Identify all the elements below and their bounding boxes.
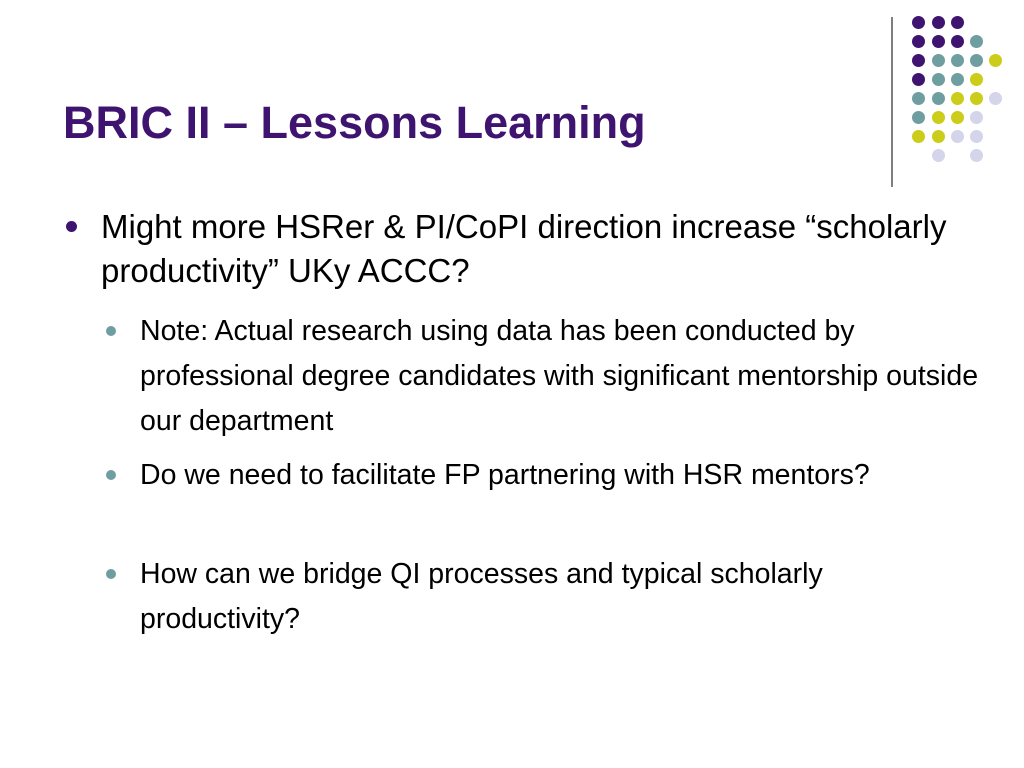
slide-title: BRIC II – Lessons Learning — [63, 97, 646, 148]
subbullet-marker — [106, 326, 116, 336]
subbullet-marker — [106, 569, 116, 579]
subbullet-item: Note: Actual research using data has been conducted by professional degree candidates with significant mentorship outside our department — [140, 315, 979, 437]
bullet-item: Might more HSRer & PI/CoPI direction increase “scholarly productivity” UKy ACCC? — [101, 208, 947, 289]
bullet-marker — [66, 221, 77, 232]
subbullet-item: How can we bridge QI processes and typical scholarly productivity? — [140, 558, 823, 635]
subbullet-item: Do we need to facilitate FP partnering with HSR mentors? — [140, 459, 870, 491]
subbullet-marker — [106, 470, 116, 480]
